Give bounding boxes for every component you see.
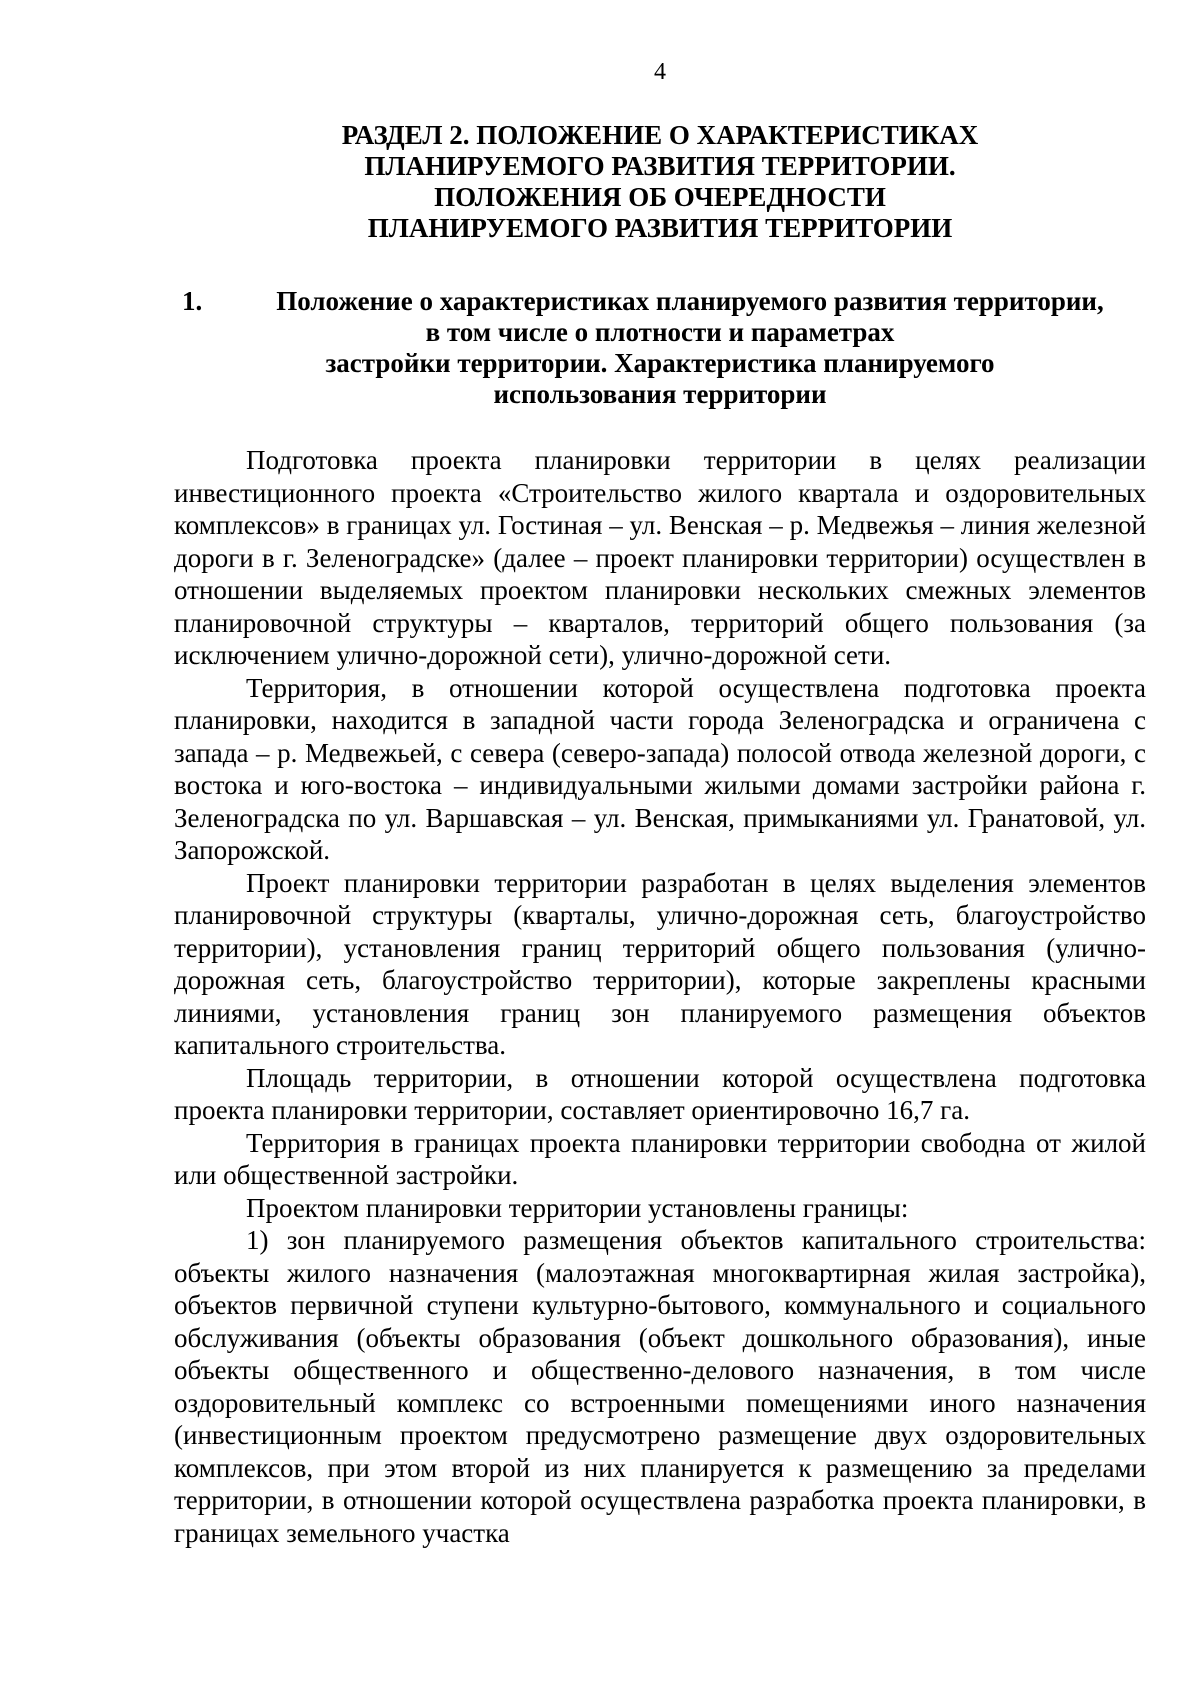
page-number: 4 xyxy=(654,59,666,85)
paragraph: Территория, в отношении которой осуществлена подготовка проекта планировки, находится в западной части города Зеленоградска и ограничена с запада – р. Медвежьей, с севера (северо-запада) полосой отвода железной дороги, с востока и юго-востока – индивидуальными жилыми домами застройки района г. Зеленоградска по ул. Варшавская – ул. Венская, примыканиями ул. Гранатовой, ул. Запорожской. xyxy=(174,672,1146,865)
section-title-line: ПЛАНИРУЕМОГО РАЗВИТИЯ ТЕРРИТОРИИ xyxy=(367,213,953,243)
paragraph: Проектом планировки территории установлены границы: xyxy=(246,1192,909,1223)
subsection-title-line: использования территории xyxy=(493,379,827,409)
paragraph: Площадь территории, в отношении которой осуществлена подготовка проекта планировки территории, составляет ориентировочно 16,7 га. xyxy=(174,1062,1146,1125)
subsection-title-line: в том числе о плотности и параметрах xyxy=(425,317,895,347)
paragraph: Территория в границах проекта планировки территории свободна от жилой или общественной застройки. xyxy=(174,1127,1146,1190)
subsection-title xyxy=(174,286,1146,410)
section-title-line: ПОЛОЖЕНИЯ ОБ ОЧЕРЕДНОСТИ xyxy=(434,182,886,212)
subsection-heading xyxy=(174,286,1146,410)
paragraph: 1) зон планируемого размещения объектов капитального строительства: объекты жилого назначения (малоэтажная многоквартирная жилая застройка), объектов первичной ступени культурно-бытового, коммунального и социального обслуживания (объекты образования (объект дошкольного образования), иные объекты общественного и общественно-делового назначения, в том числе оздоровительный комплекс со встроенными помещениями иного назначения (инвестиционным проектом предусмотрено размещение двух оздоровительных комплексов, при этом второй из них планируется к размещению за пределами территории, в отношении которой осуществлена разработка проекта планировки, в границах земельного участка xyxy=(174,1225,1146,1548)
paragraph: Проект планировки территории разработан в целях выделения элементов планировочной структуры (кварталы, улично-дорожная сеть, благоустройство территории), установления границ территорий общего пользования (улично-дорожная сеть, благоустройство территории), которые закреплены красными линиями, установления границ зон планируемого размещения объектов капитального строительства. xyxy=(174,867,1146,1060)
paragraph: Подготовка проекта планировки территории в целях реализации инвестиционного проекта «Строительство жилого квартала и оздоровительных комплексов» в границах ул. Гостиная – ул. Венская – р. Медвежья – линия железной дороги в г. Зеленоградске» (далее – проект планировки территории) осуществлен в отношении выделяемых проектом планировки нескольких смежных элементов планировочной структуры – кварталов, территорий общего пользования (за исключением улично-дорожной сети), улично-дорожной сети. xyxy=(174,445,1146,670)
body-text xyxy=(174,444,1146,1549)
section-title-line: ПЛАНИРУЕМОГО РАЗВИТИЯ ТЕРРИТОРИИ. xyxy=(364,151,956,181)
section-title xyxy=(174,120,1146,244)
section-title-line: РАЗДЕЛ 2. ПОЛОЖЕНИЕ О ХАРАКТЕРИСТИКАХ xyxy=(341,120,979,150)
subsection-number: 1. xyxy=(182,286,203,316)
subsection-title-line: Положение о характеристиках планируемого развития территории, xyxy=(276,286,1104,316)
subsection-title-line: застройки территории. Характеристика планируемого xyxy=(325,348,995,378)
